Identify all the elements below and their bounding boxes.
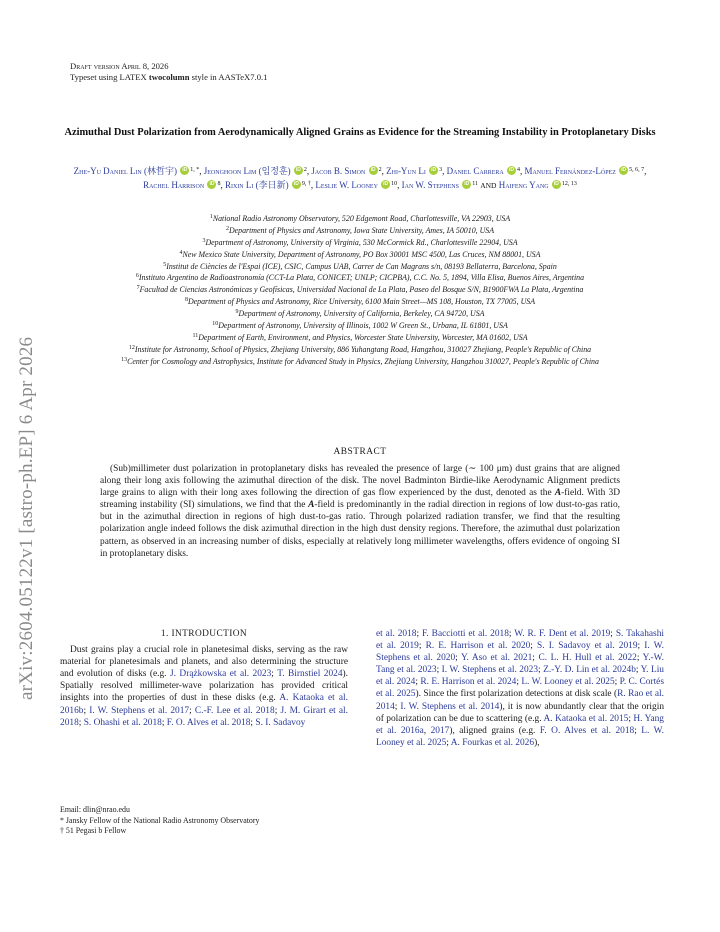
author-affiliation-marker: 10 xyxy=(391,181,398,187)
body-text: ; xyxy=(394,701,401,712)
author-name[interactable]: Leslie W. Looney xyxy=(315,180,378,190)
affiliation: $^{10}$Department of Astronomy, University of Illinois, 1002 W Green St., Urbana, IL 61801, USA xyxy=(212,321,508,331)
citation-link[interactable]: P. C. Cortés et al. 2025 xyxy=(376,677,664,700)
citation-link[interactable]: R. Rao et al. 2014 xyxy=(376,689,664,712)
body-text: ), aligned grains (e.g. xyxy=(449,725,540,736)
citation-link[interactable]: I. W. Stephens et al. 2023 xyxy=(441,665,539,676)
citation-link[interactable]: C.-F. Lee et al. 2018 xyxy=(194,705,275,716)
intro-paragraph-right xyxy=(376,628,664,749)
body-text: ; xyxy=(635,665,641,676)
author-name[interactable]: Rixin Li (李日新) xyxy=(224,180,289,190)
author-affiliation-marker: 11 xyxy=(472,181,478,187)
citation-link[interactable]: R. E. Harrison et al. 2024 xyxy=(420,677,517,688)
body-text: ; xyxy=(161,717,167,728)
body-text: ; xyxy=(538,665,544,676)
citation-link[interactable]: C. L. H. Hull et al. 2022 xyxy=(538,653,637,664)
orcid-icon[interactable] xyxy=(429,166,438,175)
author[interactable] xyxy=(402,180,478,190)
body-text: ; xyxy=(189,705,195,716)
citation-link[interactable]: Y. Aso et al. 2021 xyxy=(460,653,533,664)
body-text: ; xyxy=(83,705,90,716)
affiliation: $^4$New Mexico State University, Department of Astronomy, PO Box 30001 MSC 4500, Las Cruces, NM 88001, USA xyxy=(179,249,541,259)
body-text: ; xyxy=(436,665,442,676)
author-affiliation-marker: 5, 6, 7 xyxy=(629,167,645,173)
footnote-star: * Jansky Fellow of the National Radio Astronomy Observatory xyxy=(60,815,260,825)
latex-logo: LATEX xyxy=(119,72,147,82)
citation-link[interactable]: I. W. Stephens et al. 2014 xyxy=(400,701,500,712)
footnotes xyxy=(60,805,348,837)
orcid-icon[interactable] xyxy=(369,166,378,175)
footnote-email[interactable]: Email: dlin@nrao.edu xyxy=(60,805,130,814)
body-text: ). Spatially resolved millimeter-wave polarization has provided critical insights into the properties of dust in these disks (e.g. xyxy=(60,669,349,704)
body-text: ; xyxy=(250,717,256,728)
affiliation: $^6$Instituto Argentino de Radioastronomía (CCT-La Plata, CONICET; UNLP; CICPBA), C.C. No. 5, 1894, Villa Elisa, Buenos Aires, Argentina xyxy=(135,273,585,283)
abstract-heading: ABSTRACT xyxy=(333,447,387,457)
author[interactable] xyxy=(143,180,220,190)
orcid-icon[interactable] xyxy=(207,180,216,189)
author-affiliation-marker: 4 xyxy=(516,167,520,173)
body-text: ; xyxy=(634,725,642,736)
citation-link[interactable]: S. I. Sadavoy et al. 2019 xyxy=(537,641,638,652)
affiliation: $^{12}$Institute for Astronomy, School of Physics, Zhejiang University, 886 Yuhangtang Road, Hangzhou, 310027 Zhejiang, People's Republic of China xyxy=(128,344,592,354)
arxiv-identifier[interactable]: arXiv:2604.05122v1 [astro-ph.EP] 6 Apr 2026 xyxy=(16,336,37,700)
affiliation: $^{11}$Department of Earth, Environment, and Physics, Worcester State University, Worcester, MA 01602, USA xyxy=(192,332,528,342)
author-name[interactable]: Zhi-Yun Li xyxy=(386,166,426,176)
citation-link[interactable]: Y.-W. Tang et al. 2023 xyxy=(376,653,664,676)
paper-title: Azimuthal Dust Polarization from Aerodynamically Aligned Grains as Evidence for the Streaming Instability in Protoplanetary Disks xyxy=(64,127,656,138)
affiliation: $^{13}$Center for Cosmology and Astrophysics, Institute for Advanced Study in Physics, Zhejiang University, Hangzhou 310027, People's Republic of China xyxy=(121,356,599,366)
author-affiliation-marker: 3 xyxy=(439,167,443,173)
orcid-icon[interactable] xyxy=(381,180,390,189)
citation-link[interactable]: 2017 xyxy=(430,725,450,736)
citation-link[interactable]: et al. 2018 xyxy=(376,629,417,639)
author[interactable] xyxy=(74,166,200,176)
citation-link[interactable]: F. Bacciotti et al. 2018 xyxy=(421,629,509,639)
author-affiliation-marker: 1, * xyxy=(190,167,200,173)
author[interactable] xyxy=(524,166,644,176)
body-text: ; xyxy=(530,641,538,652)
typeset-line: Typeset using LATEX twocolumn style in AASTeX7.0.1 xyxy=(70,72,268,82)
orcid-icon[interactable] xyxy=(292,180,301,189)
body-text: ; xyxy=(628,713,634,724)
body-text: ; xyxy=(274,705,281,716)
body-text: ), it is now abundantly clear that the origin of polarization can be due to scattering (e.g. xyxy=(376,701,665,724)
citation-link[interactable]: I. W. Stephens et al. 2020 xyxy=(376,641,665,664)
authors-and: AND xyxy=(480,181,497,190)
body-text: ; xyxy=(614,677,620,688)
citation-link[interactable]: L. W. Looney et al. 2025 xyxy=(376,725,665,748)
citation-link[interactable]: R. E. Harrison et al. 2020 xyxy=(425,641,531,652)
body-text: ). Since the first polarization detections at disk scale ( xyxy=(415,689,618,700)
intro-paragraph-left xyxy=(60,644,348,729)
author-affiliation-marker: 2 xyxy=(303,167,307,173)
body-text: ; xyxy=(78,717,84,728)
citation-link[interactable]: A. Fourkas et al. 2026 xyxy=(450,737,535,748)
author-name[interactable]: Jeonghoon Lim (임정훈) xyxy=(203,166,291,176)
body-text: ; xyxy=(516,677,522,688)
body-text: ; xyxy=(416,629,422,639)
citation-link[interactable]: T. Birnstiel 2024 xyxy=(277,669,343,680)
body-text: , xyxy=(423,725,431,736)
author-affiliation-marker: 8 xyxy=(217,181,221,187)
author-name[interactable]: Haifeng Yang xyxy=(498,180,549,190)
author-list: Zhe-Yu Daniel Lin (林哲宇) iD $^{1, *}$, Jeonghoon Lim (임정훈) iD $^2$, Jacob B. Simon iD $^2$, Zhi-Yun Li iD $^3$, Daniel Carrera iD $^4$, Manuel Fernández-López iD $^{5, 6, 7}$, Rachel Harrison iD $^8$, Rixin Li (李日新) iD $^{9, \dagger}$, Leslie W. Looney iD $^{10}$, Ian W. Stephens iD $^{11}$ AND Haifeng Yang iD $^{12, 13}$ xyxy=(60,164,660,193)
citation-link[interactable]: H. Yang et al. 2016a xyxy=(376,713,664,736)
author-name[interactable]: Rachel Harrison xyxy=(143,180,205,190)
author-affiliation-marker: 9, † xyxy=(301,181,311,187)
orcid-icon[interactable] xyxy=(507,166,516,175)
orcid-icon[interactable] xyxy=(462,180,471,189)
body-text: ; xyxy=(508,629,515,639)
right-column xyxy=(376,628,664,749)
citation-link[interactable]: S. I. Sadavoy xyxy=(255,717,306,728)
citation-link[interactable]: J. Drążkowska et al. 2023 xyxy=(169,669,272,680)
author-name[interactable]: Ian W. Stephens xyxy=(401,180,459,190)
author-affiliation-marker: 12, 13 xyxy=(561,181,577,187)
citation-link[interactable]: F. O. Alves et al. 2018 xyxy=(166,717,251,728)
author[interactable] xyxy=(499,180,577,190)
orcid-icon[interactable] xyxy=(294,166,303,175)
citation-link[interactable]: S. Takahashi et al. 2019 xyxy=(376,629,664,652)
affiliation: $^7$Facultad de Ciencias Astronómicas y Geofísicas, Universidad Nacional de La Plata, Paseo del Bosque S/N, B1900FWA La Plata, Argentina xyxy=(136,285,584,295)
citation-link[interactable]: Z.-Y. D. Lin et al. 2024b xyxy=(543,665,636,676)
author[interactable] xyxy=(225,180,311,190)
author-affiliation-marker: 2 xyxy=(378,167,382,173)
body-text: ; xyxy=(610,629,616,639)
author-name[interactable]: Jacob B. Simon xyxy=(311,166,366,176)
affiliation: $^9$Department of Astronomy, University of California, Berkeley, CA 94720, USA xyxy=(235,309,485,319)
left-column xyxy=(60,628,348,729)
affiliation: $^1$National Radio Astronomy Observatory, 520 Edgemont Road, Charlottesville, VA 22903, USA xyxy=(209,214,511,223)
author[interactable] xyxy=(386,166,442,176)
author-name[interactable]: Manuel Fernández-López xyxy=(524,166,616,176)
author[interactable] xyxy=(447,166,520,176)
section-heading-introduction: 1. INTRODUCTION xyxy=(160,629,248,639)
citation-link[interactable]: J. M. Girart et al. 2018 xyxy=(60,705,349,728)
affiliation: $^2$Department of Physics and Astronomy, Iowa State University, Ames, IA 50010, USA xyxy=(225,225,495,235)
body-text: Dust grains play a crucial role in planetesimal disks, serving as the raw material for planetesimals and planets, and also determining the structure and evolution of disks (e.g. xyxy=(60,645,348,680)
citation-link[interactable]: S. Ohashi et al. 2018 xyxy=(83,717,162,728)
draft-line: Draft version April 8, 2026 xyxy=(70,61,169,71)
orcid-icon[interactable] xyxy=(619,166,628,175)
body-text: ; xyxy=(415,677,421,688)
citation-link[interactable]: Y. Liu et al. 2024 xyxy=(376,665,664,688)
body-text: ), xyxy=(534,737,540,748)
body-text: ; xyxy=(636,653,643,664)
affiliation-list xyxy=(55,214,665,369)
author[interactable] xyxy=(311,166,381,176)
body-text: ; xyxy=(418,641,426,652)
body-text: ; xyxy=(271,669,278,680)
citation-link[interactable]: L. W. Looney et al. 2025 xyxy=(521,677,615,688)
author-name[interactable]: Zhe-Yu Daniel Lin (林哲宇) xyxy=(73,166,178,176)
orcid-icon[interactable] xyxy=(552,180,561,189)
affiliation: $^5$Institut de Ciències de l'Espai (ICE), CSIC, Campus UAB, Carrer de Can Magrans s/n, 08193 Bellaterra, Barcelona, Spain xyxy=(163,261,557,271)
orcid-icon[interactable] xyxy=(180,166,189,175)
affiliation: $^8$Department of Physics and Astronomy, Rice University, 6100 Main Street—MS 108, Houston, TX 77005, USA xyxy=(184,297,536,307)
author[interactable] xyxy=(204,166,307,176)
body-text: ; xyxy=(455,653,461,664)
body-text: ; xyxy=(532,653,539,664)
citation-link[interactable]: F. O. Alves et al. 2018 xyxy=(539,725,635,736)
citation-link[interactable]: A. Kataoka et al. 2015 xyxy=(543,713,629,724)
body-text: ; xyxy=(637,641,645,652)
author[interactable] xyxy=(315,180,397,190)
citation-link[interactable]: A. Kataoka et al. 2016b xyxy=(60,693,348,716)
author-name[interactable]: Daniel Carrera xyxy=(446,166,504,176)
abstract-body: (Sub)millimeter dust polarization in protoplanetary disks has revealed the presence of large (∼ 100 μm) dust grains that are aligned along their long axis following the azimuthal direction of the disk. The novel Badminton Birdie-like Aerodynamic Alignment predicts large grains to align with their long axes following the direction of gas flow experienced by the dust, denoted as the A-field. With 3D streaming instability (SI) simulations, we find that the A-field is predominantly in the radial direction in regions of low dust-to-gas ratio, but in the azimuthal direction in regions of high dust-to-gas ratio. Through polarized radiation transfer, we find that the resulting polarization angle indeed follows the disk azimuthal direction in the high dust density regions. Therefore, the azimuthal dust polarization pattern, as observed in an increasing number of disks, especially at relatively long millimeter wavelengths, offers evidence of ongoing SI in protoplanetary disks. xyxy=(100,464,620,559)
citation-link[interactable]: W. R. F. Dent et al. 2019 xyxy=(514,629,611,639)
citation-link[interactable]: I. W. Stephens et al. 2017 xyxy=(89,705,190,716)
affiliation: $^3$Department of Astronomy, University of Virginia, 530 McCormick Rd., Charlottesville 22904, USA xyxy=(202,237,518,247)
body-text: ; xyxy=(446,737,451,748)
header-meta xyxy=(70,61,267,83)
footnote-dagger: † 51 Pegasi b Fellow xyxy=(60,826,127,836)
